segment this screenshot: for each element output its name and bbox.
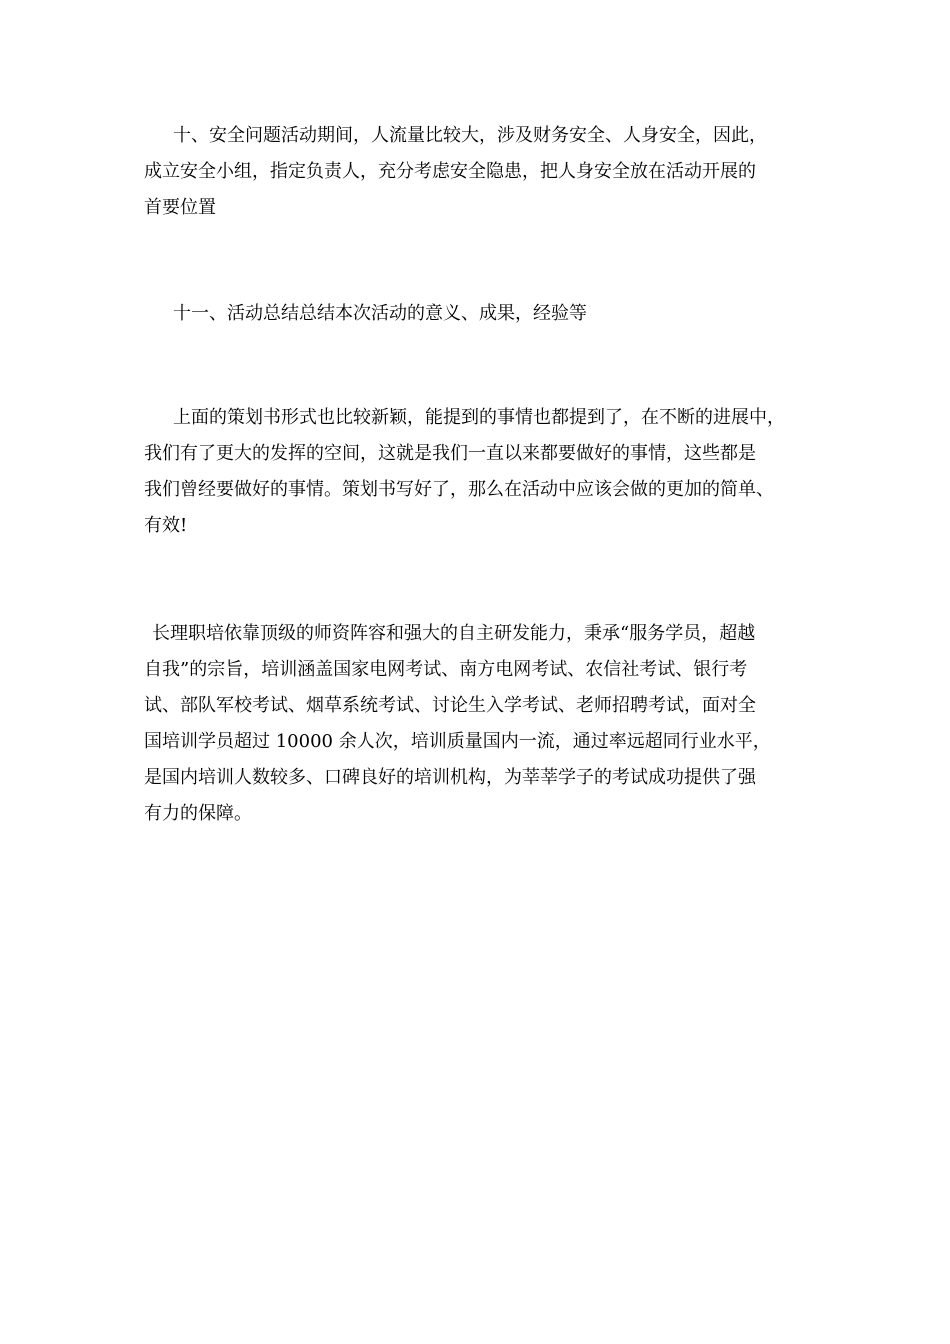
section-11-paragraph [144, 296, 824, 332]
paragraph-line: 成立安全小组，指定负责人，充分考虑安全隐患，把人身安全放在活动开展的 [144, 161, 756, 182]
conclusion-paragraph [144, 400, 824, 544]
paragraph-line: 上面的策划书形式也比较新颖，能提到的事情也都提到了，在不断的进展中， [173, 407, 785, 428]
paragraph-line: 十一、活动总结总结本次活动的意义、成果，经验等 [173, 303, 587, 324]
paragraph-line: 长理职培依靠顶级的师资阵容和强大的自主研发能力，秉承“服务学员，超越 [152, 623, 756, 644]
paragraph-line: 有力的保障。 [144, 803, 252, 824]
paragraph-line: 国培训学员超过 10000 余人次，培训质量国内一流，通过率远超同行业水平， [144, 731, 771, 752]
paragraph-line: 是国内培训人数较多、口碑良好的培训机构，为莘莘学子的考试成功提供了强 [144, 767, 756, 788]
section-10-paragraph [144, 118, 824, 226]
paragraph-line: 首要位置 [144, 197, 216, 218]
paragraph-line: 试、部队军校考试、烟草系统考试、讨论生入学考试、老师招聘考试，面对全 [144, 695, 756, 716]
advertisement-paragraph [144, 616, 824, 832]
paragraph-line: 我们有了更大的发挥的空间，这就是我们一直以来都要做好的事情，这些都是 [144, 443, 756, 464]
paragraph-line: 十、安全问题活动期间，人流量比较大，涉及财务安全、人身安全，因此， [173, 125, 767, 146]
paragraph-line: 有效! [144, 515, 188, 536]
paragraph-line: 我们曾经要做好的事情。策划书写好了，那么在活动中应该会做的更加的简单、 [144, 479, 774, 500]
paragraph-line: 自我”的宗旨，培训涵盖国家电网考试、南方电网考试、农信社考试、银行考 [144, 659, 748, 680]
